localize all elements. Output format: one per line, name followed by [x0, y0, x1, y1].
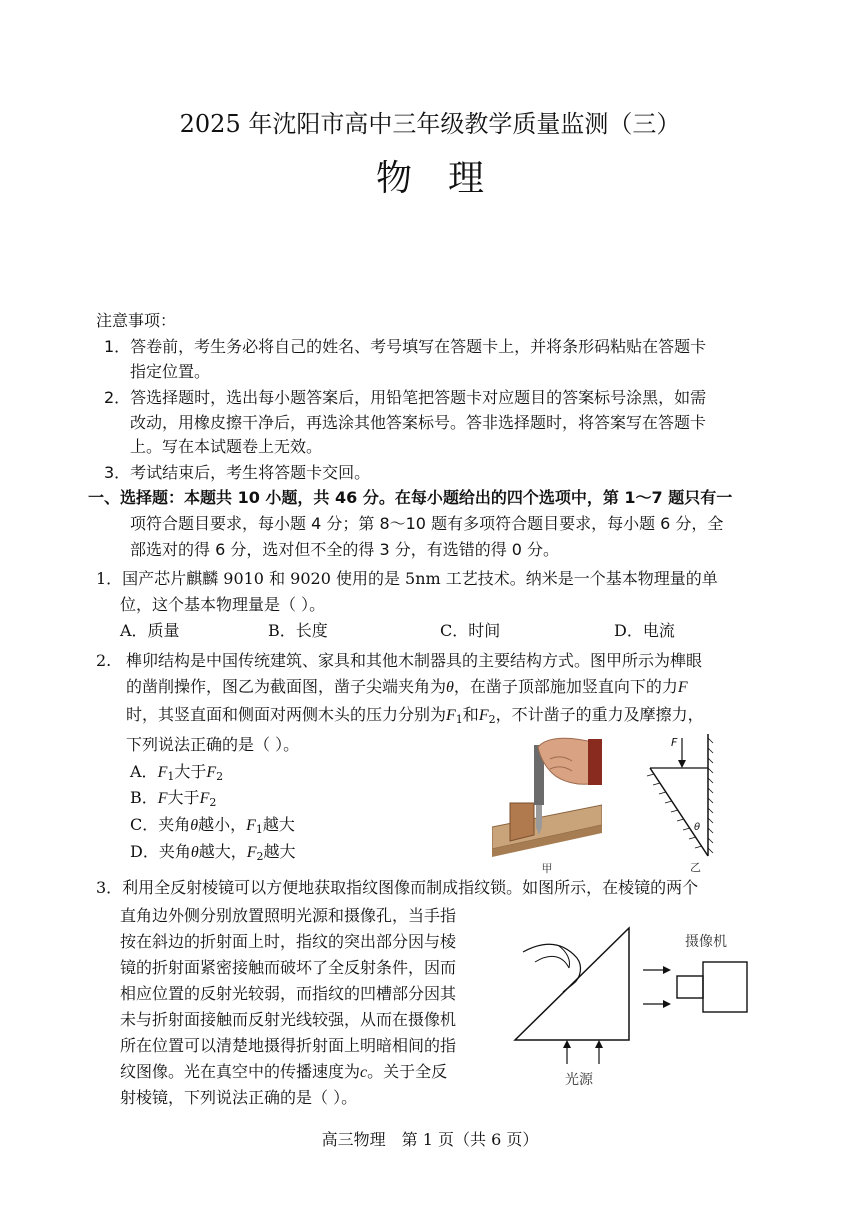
notice-item-2-line-1: 2．答选择题时，选出每小题答案后，用铅笔把答题卡对应题目的答案标号涂黑，如需	[104, 388, 707, 407]
q2-option-c: C．夹角θ越小，$F_1$越大	[130, 815, 295, 836]
camera-body	[703, 962, 747, 1012]
q3-line-5: 相应位置的反射光较弱，而指纹的凹槽部分因其	[120, 984, 457, 1003]
q1-option-b: B．长度	[268, 621, 328, 640]
section1-line-3: 部选对的得 6 分，选对但不全的得 3 分，有选错的得 0 分。	[130, 540, 560, 559]
notice-item-3-line-1: 3．考试结束后，考生将答题卡交回。	[104, 463, 371, 482]
q3-line-6: 未与折射面接触而反射光线较强，从而在摄像机	[120, 1010, 457, 1029]
q1-line-2: 位，这个基本物理量是（ ）。	[120, 595, 326, 614]
q2-line-3: 时，其竖直面和侧面对两侧木头的压力分别为$F_1$和$F_2$，不计凿子的重力及摩擦力，	[126, 705, 704, 726]
notice-item-1-line-1: 1．答卷前，考生务必将自己的姓名、考号填写在答题卡上，并将条形码粘贴在答题卡	[104, 337, 707, 356]
page-footer: 高三物理 第 1 页（共 6 页）	[321, 1130, 539, 1149]
notice-item-1-line-2: 指定位置。	[130, 362, 211, 381]
figure-yi-label: 乙	[690, 861, 701, 874]
figure-jia-chisel-photo	[492, 735, 602, 875]
finger-outline	[523, 944, 580, 992]
figure-yi-force-label: F	[671, 736, 678, 749]
q2-option-a: A．$F_1$大于$F_2$	[130, 762, 224, 783]
notice-item-2-line-2: 改动，用橡皮擦干净后，再选涂其他答案标号。答非选择题时，将答案写在答题卡	[130, 413, 707, 432]
q3-line-9: 射棱镜，下列说法正确的是（ ）。	[120, 1088, 358, 1107]
q2-option-b: B．F大于$F_2$	[130, 788, 217, 809]
q1-option-d: D．电流	[614, 621, 675, 640]
figure-prism-fingerprint-lock	[505, 922, 755, 1092]
notice-heading: 注意事项：	[96, 311, 177, 330]
camera-label: 摄像机	[685, 934, 727, 950]
q1-line-1: 1．国产芯片麒麟 9010 和 9020 使用的是 5nm 工艺技术。纳米是一个基本物理量的单	[96, 569, 718, 588]
q2-line-2: 的凿削操作，图乙为截面图，凿子尖端夹角为θ，在凿子顶部施加竖直向下的力F	[126, 677, 688, 696]
q3-line-2: 直角边外侧分别放置照明光源和摄像孔，当手指	[120, 906, 457, 925]
q3-line-1: 3．利用全反射棱镜可以方便地获取指纹图像而制成指纹锁。如图所示，在棱镜的两个	[96, 878, 699, 897]
q2-line-4: 下列说法正确的是（ ）。	[126, 735, 300, 754]
prism-triangle	[515, 928, 629, 1040]
notice-item-2-line-3: 上。写在本试题卷上无效。	[130, 437, 323, 456]
subject-title: 物理	[375, 158, 520, 199]
q2-line-1: 榫卯结构是中国传统建筑、家具和其他木制器具的主要结构方式。图甲所示为榫眼	[126, 651, 703, 670]
q1-option-a: A．质量	[120, 621, 180, 640]
q2-option-d: D．夹角θ越大，$F_2$越大	[130, 842, 296, 863]
figure-yi-cross-section	[638, 732, 714, 874]
q3-line-3: 按在斜边的折射面上时，指纹的突出部分因与棱	[120, 932, 457, 951]
camera-lens	[677, 976, 703, 998]
q3-line-7: 所在位置可以清楚地摄得折射面上明暗相间的指	[120, 1036, 457, 1055]
exam-title: 2025 年沈阳市高中三年级教学质量监测（三）	[179, 110, 681, 138]
light-source-label: 光源	[565, 1072, 593, 1088]
figure-yi-angle-label: θ	[694, 822, 701, 833]
q3-line-8: 纹图像。光在真空中的传播速度为c。关于全反	[120, 1062, 448, 1081]
section1-line-1: 一、选择题：本题共 10 小题，共 46 分。在每小题给出的四个选项中，第 1～7 题只有一	[88, 488, 733, 507]
figure-jia-label: 甲	[541, 862, 553, 875]
q2-number: 2.	[96, 651, 112, 670]
q1-option-c: C．时间	[440, 621, 501, 640]
section1-line-2: 项符合题目要求，每小题 4 分；第 8～10 题有多项符合题目要求，每小题 6 分，全	[130, 514, 724, 533]
q3-line-4: 镜的折射面紧密接触而破坏了全反射条件，因而	[120, 958, 457, 977]
